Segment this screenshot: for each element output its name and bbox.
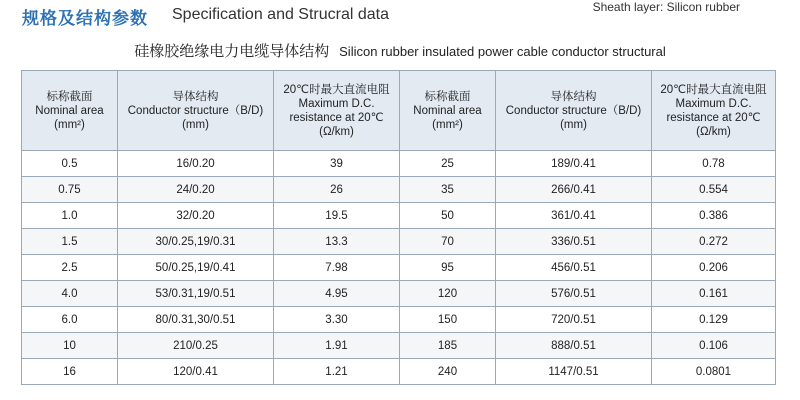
table-cell: 4.0 [22,281,118,307]
column-header-line: (Ω/km) [319,125,354,138]
table-cell: 1.0 [22,203,118,229]
table-row [22,151,776,177]
table-cell: 888/0.51 [496,333,652,359]
resistance-header-right [652,71,776,151]
nominal-area-header-left [22,71,118,151]
table-subtitle [0,40,800,61]
table-cell: 240 [400,359,496,385]
table-cell: 120 [400,281,496,307]
table-cell: 50 [400,203,496,229]
conductor-structure-header-right [496,71,652,151]
table-cell: 39 [274,151,400,177]
table-row [22,255,776,281]
resistance-header-left [274,71,400,151]
subtitle-en: Silicon rubber insulated power cable conductor structural [339,44,666,59]
table-cell: 16/0.20 [118,151,274,177]
table-cell: 1.5 [22,229,118,255]
table-cell: 0.75 [22,177,118,203]
table-row [22,359,776,385]
column-header-line: (mm) [182,118,209,131]
table-cell: 10 [22,333,118,359]
table-cell: 0.106 [652,333,776,359]
table-cell: 120/0.41 [118,359,274,385]
column-header-line: 标称截面 [46,90,93,103]
column-header-line: (mm²) [54,118,85,131]
table-cell: 336/0.51 [496,229,652,255]
table-cell: 0.78 [652,151,776,177]
table-cell: 53/0.31,19/0.51 [118,281,274,307]
subtitle-zh: 硅橡胶绝缘电力电缆导体结构 [134,42,330,60]
table-cell: 32/0.20 [118,203,274,229]
table-cell: 95 [400,255,496,281]
table-cell: 4.95 [274,281,400,307]
header-title-zh: 规格及结构参数 [22,9,148,29]
spec-table [21,70,776,385]
table-cell: 80/0.31,30/0.51 [118,307,274,333]
column-header-line: 导体结构 [172,90,219,103]
table-cell: 1.21 [274,359,400,385]
table-body [22,151,776,385]
table-cell: 3.30 [274,307,400,333]
table-row [22,229,776,255]
nominal-area-header-right [400,71,496,151]
table-cell: 361/0.41 [496,203,652,229]
column-header-line: (mm) [560,118,587,131]
table-cell: 0.0801 [652,359,776,385]
table-header-row [22,71,776,151]
table-cell: 189/0.41 [496,151,652,177]
conductor-structure-header-left [118,71,274,151]
table-cell: 13.3 [274,229,400,255]
column-header-line: 标称截面 [424,90,471,103]
table-cell: 0.272 [652,229,776,255]
table-cell: 185 [400,333,496,359]
table-cell: 456/0.51 [496,255,652,281]
table-cell: 7.98 [274,255,400,281]
table-cell: 0.161 [652,281,776,307]
table-cell: 0.386 [652,203,776,229]
table-cell: 210/0.25 [118,333,274,359]
table-cell: 50/0.25,19/0.41 [118,255,274,281]
column-header-line: Nominal area [413,104,482,117]
table-cell: 26 [274,177,400,203]
column-header-line: resistance at 20℃ [666,111,761,124]
sheath-note: Sheath layer: Silicon rubber [592,0,740,14]
table-cell: 70 [400,229,496,255]
table-cell: 0.206 [652,255,776,281]
column-header-line: (Ω/km) [696,125,731,138]
table-cell: 0.129 [652,307,776,333]
column-header-line: Maximum D.C. [675,97,752,110]
column-header-line: Nominal area [35,104,104,117]
table-cell: 24/0.20 [118,177,274,203]
table-cell: 6.0 [22,307,118,333]
table-cell: 19.5 [274,203,400,229]
table-cell: 2.5 [22,255,118,281]
table-cell: 1147/0.51 [496,359,652,385]
table-row [22,281,776,307]
column-header-line: resistance at 20℃ [289,111,384,124]
column-header-line: 20℃时最大直流电阻 [283,83,390,96]
table-cell: 0.554 [652,177,776,203]
table-cell: 150 [400,307,496,333]
column-header-line: Conductor structure（B/D) [127,104,264,117]
table-cell: 0.5 [22,151,118,177]
table-row [22,333,776,359]
table-cell: 35 [400,177,496,203]
table-cell: 576/0.51 [496,281,652,307]
table-cell: 720/0.51 [496,307,652,333]
column-header-line: Maximum D.C. [298,97,375,110]
header-title-en: Specification and Strucral data [172,6,390,23]
column-header-line: (mm²) [432,118,463,131]
column-header-line: 导体结构 [550,90,597,103]
table-cell: 16 [22,359,118,385]
column-header-line: 20℃时最大直流电阻 [660,83,767,96]
table-cell: 30/0.25,19/0.31 [118,229,274,255]
table-row [22,307,776,333]
table-cell: 25 [400,151,496,177]
table-cell: 1.91 [274,333,400,359]
table-row [22,177,776,203]
column-header-line: Conductor structure（B/D) [505,104,642,117]
table-cell: 266/0.41 [496,177,652,203]
table-row [22,203,776,229]
